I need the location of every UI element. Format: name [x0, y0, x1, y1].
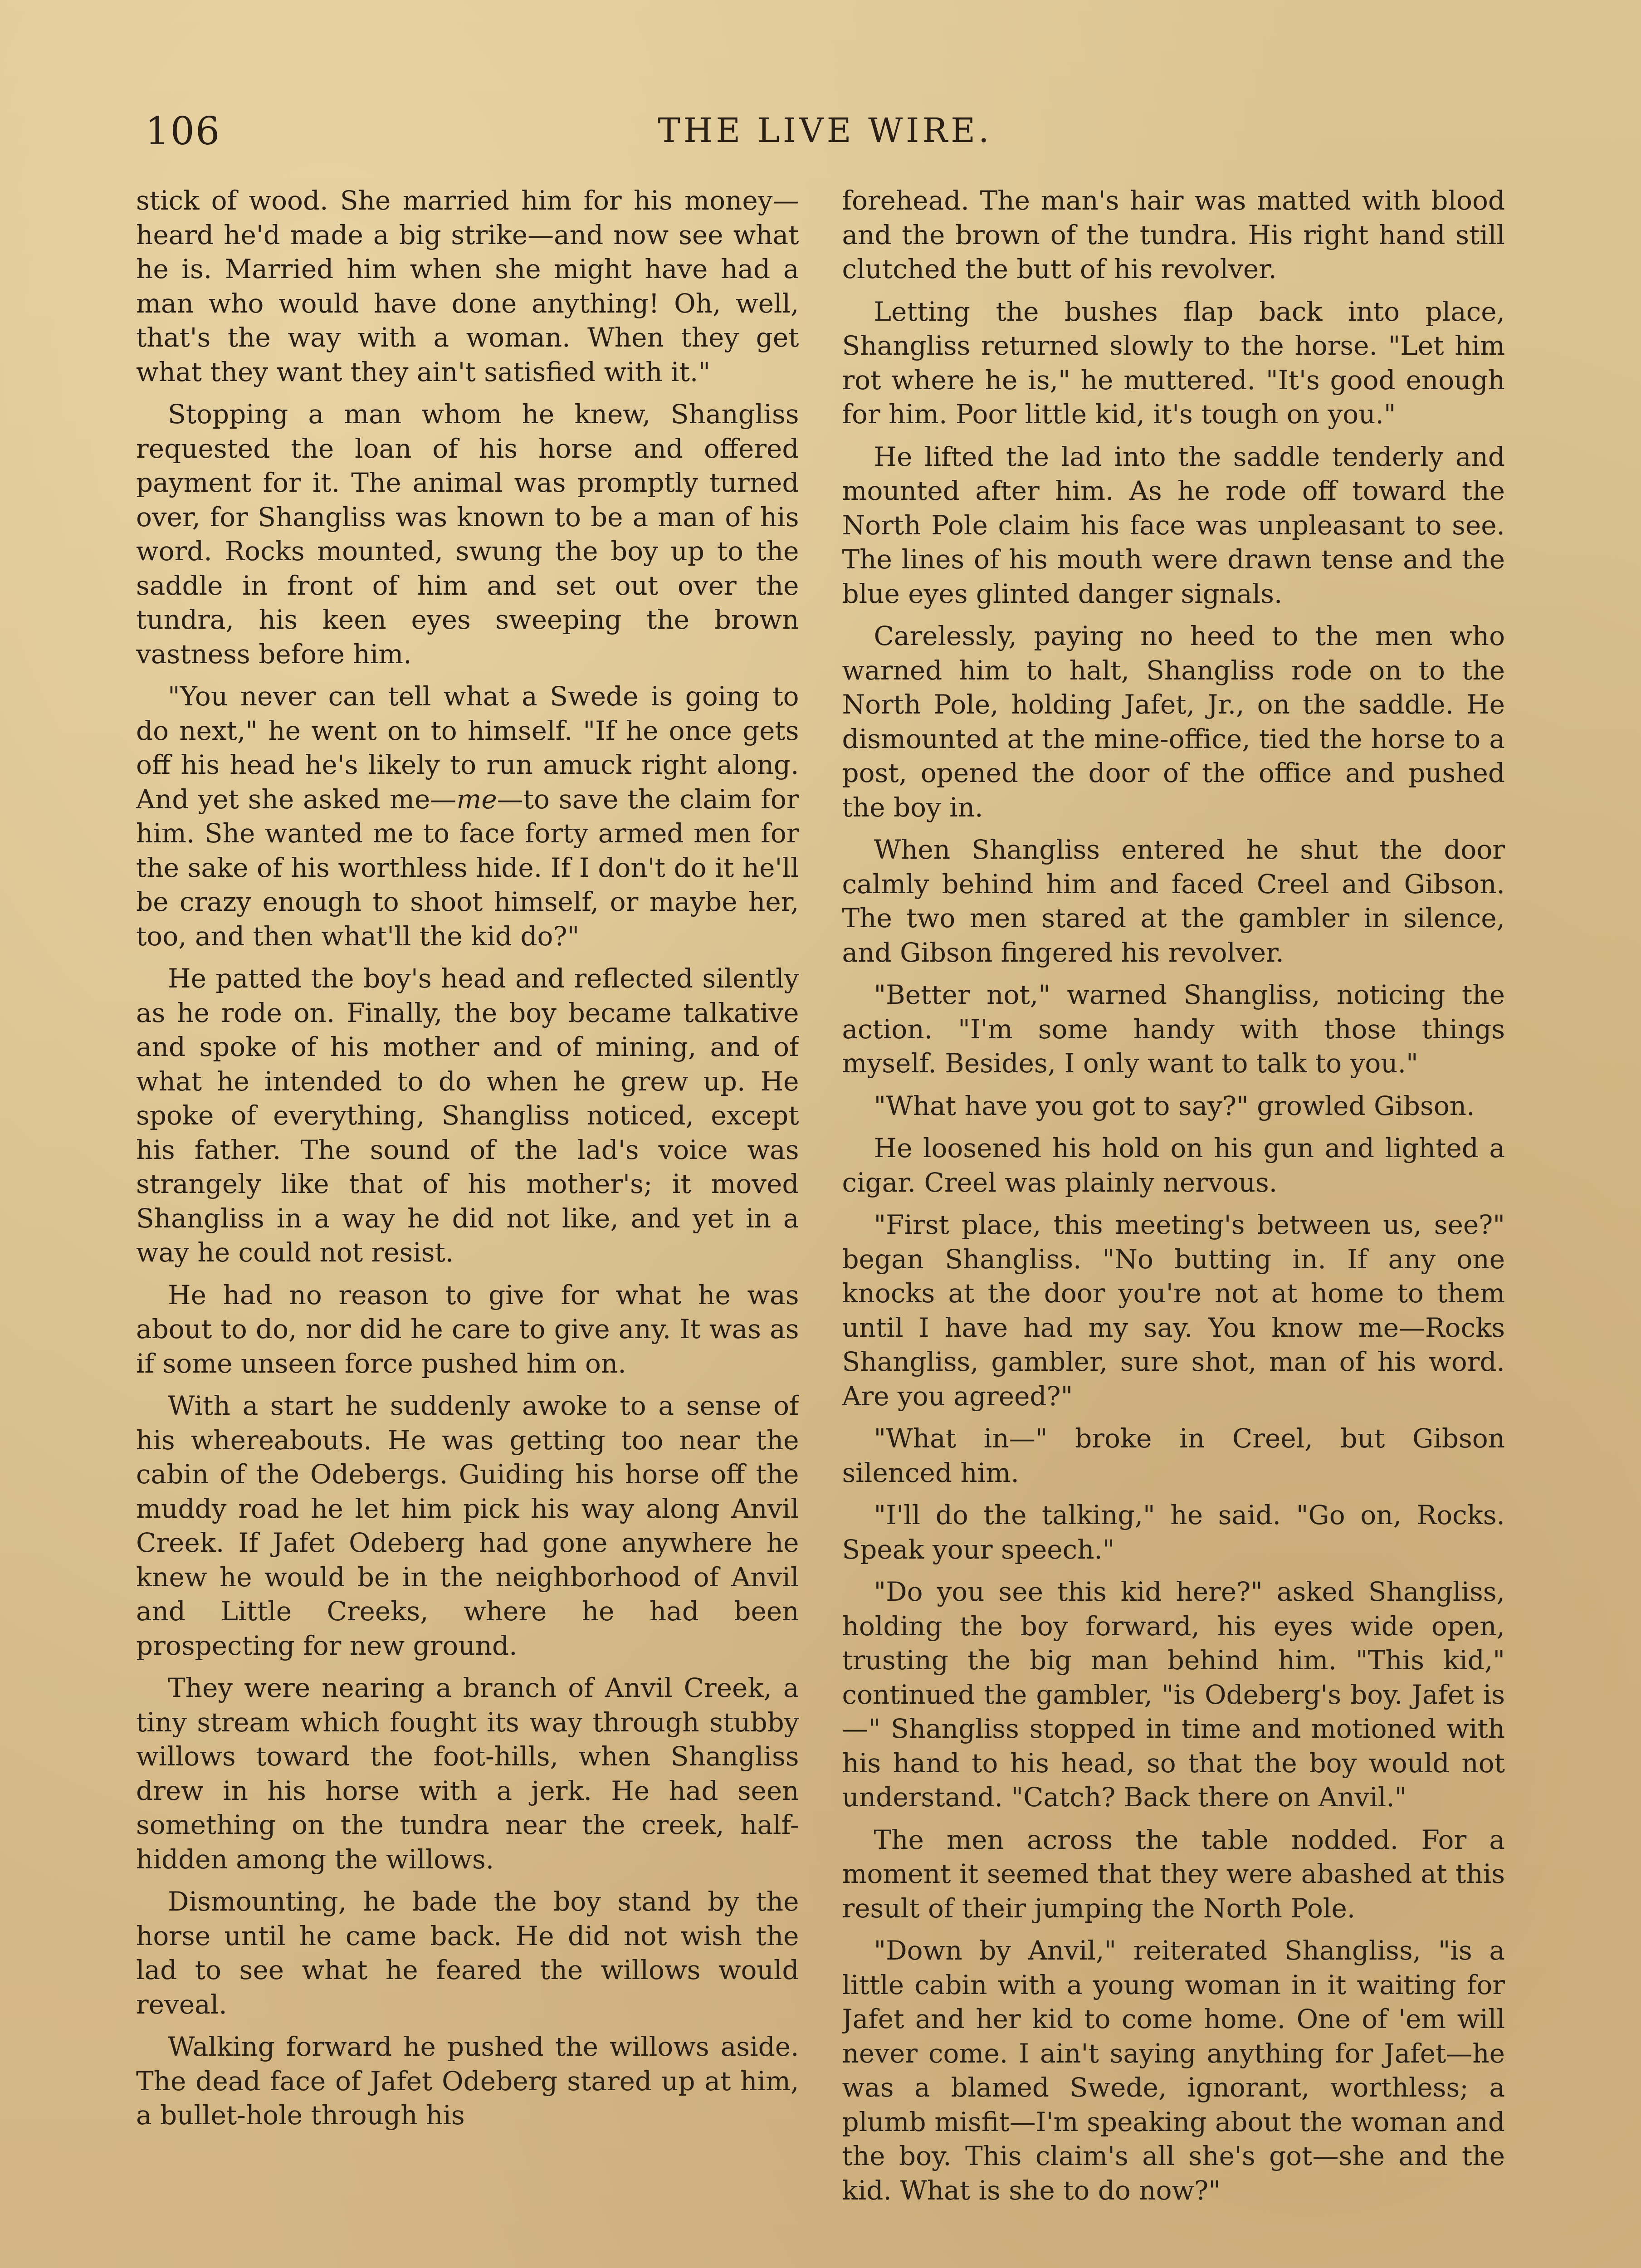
right-column — [842, 184, 1505, 2268]
paragraph: Dismounting, he bade the boy stand by the horse until he came back. He did not wish the lad to see what he feared the willows would reveal. — [136, 1886, 799, 2020]
paragraph: "Better not," warned Shangliss, noticing the action. "I'm some handy with those things myself. Besides, I only want to talk to you." — [842, 979, 1505, 1079]
paragraph: "You never can tell what a Swede is going to do next," he went on to himself. "If he once gets off his head he's likely to run amuck right along. And yet she asked me—me—to save the claim for him. She wanted me to face forty armed men for the sake of his worthless hide. If I don't do it he'll be crazy enough to shoot himself, or maybe her, too, and then what'll the kid do?" — [136, 681, 799, 952]
paragraph: He had no reason to give for what he was about to do, nor did he care to give any. It was as if some unseen force pushed him on. — [136, 1279, 799, 1379]
paragraph: They were nearing a branch of Anvil Creek, a tiny stream which fought its way through stubby willows toward the foot-hills, when Shangliss drew in his horse with a jerk. He had seen something on the tundra near the creek, half-hidden among the willows. — [136, 1672, 799, 1875]
paragraph: "What have you got to say?" growled Gibson. — [874, 1090, 1475, 1121]
paragraph: "Down by Anvil," reiterated Shangliss, "is a little cabin with a young woman in it waiting for Jafet and her kid to come home. One of 'em will never come. I ain't saying anything for Jafet—he was a blamed Swede, ignorant, worthless; a plumb misfit—I'm speaking about the woman and the boy. This claim's all she's got—she and the kid. What is she to do now?" — [842, 1935, 1505, 2206]
paragraph: stick of wood. She married him for his money—heard he'd made a big strike—and now see what he is. Married him when she might have had a man who would have done anything! Oh, well, that's the way with a woman. When they get what they want they ain't satisfied with it." — [136, 185, 799, 387]
paragraph: forehead. The man's hair was matted with blood and the brown of the tundra. His right hand still clutched the butt of his revolver. — [842, 185, 1505, 284]
paragraph: "What in—" broke in Creel, but Gibson silenced him. — [842, 1423, 1505, 1488]
paragraph: "First place, this meeting's between us, see?" began Shangliss. "No butting in. If any one knocks at the door you're not at home to them until I have had my say. You know me—Rocks Shangliss, gambler, sure shot, man of his word. Are you agreed?" — [842, 1209, 1505, 1412]
paragraph: "Do you see this kid here?" asked Shangliss, holding the boy forward, his eyes wide open, trusting the big man behind him. "This kid," continued the gambler, "is Odeberg's boy. Jafet is—" Shangliss stopped in time and motioned with his hand to his head, so that the boy would not understand. "Catch? Back there on Anvil." — [842, 1576, 1505, 1813]
paragraph: When Shangliss entered he shut the door calmly behind him and faced Creel and Gibson. The two men stared at the gambler in silence, and Gibson fingered his revolver. — [842, 834, 1505, 968]
paragraph: He patted the boy's head and reflected silently as he rode on. Finally, the boy became talkative and spoke of his mother and of mining, and of what he intended to do when he grew up. He spoke of everything, Shangliss noticed, except his father. The sound of the lad's voice was strangely like that of his mother's; it moved Shangliss in a way he did not like, and yet in a way he could not resist. — [136, 963, 799, 1268]
running-title: THE LIVE WIRE. — [658, 111, 992, 150]
paragraph: "I'll do the talking," he said. "Go on, Rocks. Speak your speech." — [842, 1500, 1505, 1565]
page-header — [145, 100, 1505, 163]
text-columns — [136, 184, 1505, 2268]
paragraph: Stopping a man whom he knew, Shangliss requested the loan of his horse and offered payment for it. The animal was promptly turned over, for Shangliss was known to be a man of his word. Rocks mounted, swung the boy up to the saddle in front of him and set out over the tundra, his keen eyes sweeping the brown vastness before him. — [136, 399, 799, 670]
paragraph: He loosened his hold on his gun and lighted a cigar. Creel was plainly nervous. — [842, 1133, 1505, 1198]
left-column — [136, 184, 799, 2268]
paragraph: Letting the bushes flap back into place, Shangliss returned slowly to the horse. "Let him rot where he is," he muttered. "It's good enough for him. Poor little kid, it's tough on you." — [842, 296, 1505, 430]
paragraph: Walking forward he pushed the willows aside. The dead face of Jafet Odeberg stared up at him, a bullet-hole through his — [136, 2031, 799, 2131]
paragraph: Carelessly, paying no heed to the men who warned him to halt, Shangliss rode on to the North Pole, holding Jafet, Jr., on the saddle. He dismounted at the mine-office, tied the horse to a post, opened the door of the office and pushed the boy in. — [842, 621, 1505, 823]
paragraph: The men across the table nodded. For a moment it seemed that they were abashed at this result of their jumping the North Pole. — [842, 1824, 1505, 1924]
paragraph: He lifted the lad into the saddle tenderly and mounted after him. As he rode off toward the North Pole claim his face was unpleasant to see. The lines of his mouth were drawn tense and the blue eyes glinted danger signals. — [842, 441, 1505, 609]
page-number: 106 — [145, 109, 221, 153]
paragraph: With a start he suddenly awoke to a sense of his whereabouts. He was getting too near the cabin of the Odebergs. Guiding his horse off the muddy road he let him pick his way along Anvil Creek. If Jafet Odeberg had gone anywhere he knew he would be in the neighborhood of Anvil and Little Creeks, where he had been prospecting for new ground. — [136, 1390, 799, 1661]
